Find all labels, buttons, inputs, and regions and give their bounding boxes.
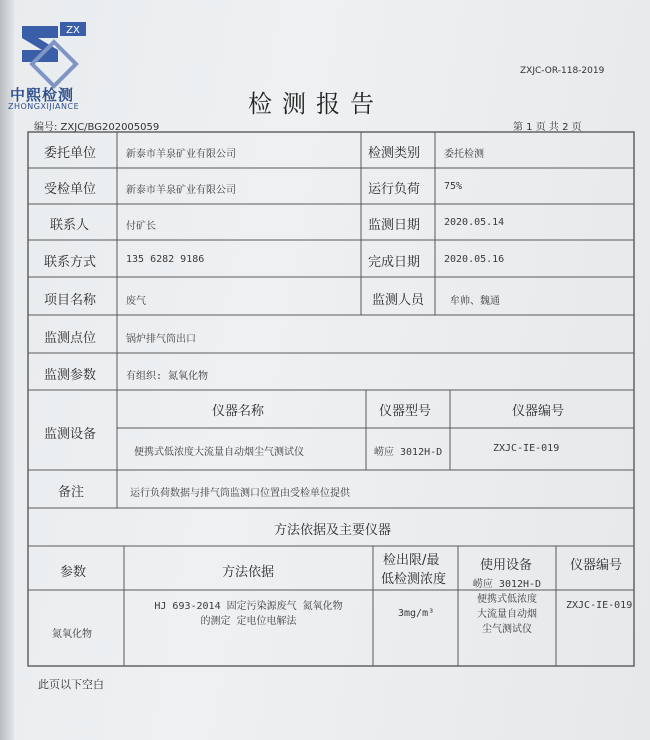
method-row-equipment-line2: 便携式低浓度 [477,594,537,605]
limit-column-header-line2: 低检测浓度 [381,572,447,587]
phone-label: 联系方式 [44,255,97,270]
monitoring-date-label: 监测日期 [368,218,421,233]
inspected-unit-value: 新泰市羊泉矿业有限公司 [126,185,236,196]
test-type-label: 检测类别 [368,146,421,161]
equipment-id-value: ZXJC-IE-019 [493,443,560,454]
equipment-name-header: 仪器名称 [212,404,265,419]
method-row-equipment-line4: 尘气测试仪 [482,624,532,635]
equipment-model-header: 仪器型号 [379,404,432,419]
project-name-value: 废气 [126,296,146,307]
method-row-equipment-line1: 崂应 3012H-D [472,579,542,590]
completion-date-label: 完成日期 [368,255,421,270]
operating-load-label: 运行负荷 [368,182,421,197]
method-column-header: 方法依据 [222,565,275,580]
client-label: 委托单位 [44,146,97,161]
inspected-unit-label: 受检单位 [44,182,97,197]
project-name-label: 项目名称 [44,293,97,308]
monitoring-equipment-label: 监测设备 [44,427,97,442]
monitoring-parameter-value: 有组织: 氮氧化物 [126,371,209,382]
monitoring-staff-value: 牟帅、魏通 [450,296,500,307]
method-row-equipment [458,577,556,637]
completion-date-value: 2020.05.16 [444,254,505,265]
remark-label: 备注 [58,485,85,500]
method-row-parameter: 氮氧化物 [52,629,92,640]
id-column-header: 仪器编号 [570,558,623,573]
client-value: 新泰市羊泉矿业有限公司 [126,149,236,160]
monitoring-point-label: 监测点位 [44,331,97,346]
method-row-standard-line2: 的测定 定电位电解法 [200,616,297,627]
contact-label: 联系人 [50,218,90,233]
equipment-name-value: 便携式低浓度大流量自动烟尘气测试仪 [134,447,304,458]
method-row-detection-limit: 3mg/m³ [398,608,435,619]
contact-value: 付矿长 [126,221,156,232]
logo-english-name: ZHONGXIJIANCE [8,102,80,111]
logo-badge-text: ZX [66,25,80,36]
monitoring-point-value: 锅炉排气筒出口 [126,334,196,345]
monitoring-date-value: 2020.05.14 [444,217,505,228]
param-column-header: 参数 [60,565,87,580]
method-row-instrument-id: ZXJC-IE-019 [566,600,633,611]
report-title: 检测报告 [248,90,384,118]
operating-load-value: 75% [444,181,463,192]
monitoring-staff-label: 监测人员 [372,293,425,308]
method-row-standard [124,599,373,629]
logo-chinese-name: 中熙检测 [10,86,75,104]
equipment-model-value: 崂应 3012H-D [374,447,443,458]
equipment-id-header: 仪器编号 [512,404,565,419]
equipment-column-header: 使用设备 [480,558,533,573]
page-indicator: 第 1 页 共 2 页 [513,122,582,133]
monitoring-parameter-label: 监测参数 [44,368,97,383]
report-serial-number: 编号: ZXJC/BG202005059 [34,122,160,133]
limit-column-header-line1: 检出限/最 [383,553,440,568]
document-code: ZXJC-OR-118-2019 [520,66,605,76]
remark-value: 运行负荷数据与排气筒监测口位置由受检单位提供 [130,488,350,499]
method-row-equipment-line3: 大流量自动烟 [477,609,537,620]
test-type-value: 委托检测 [444,149,484,160]
method-row-standard-line1: HJ 693-2014 固定污染源废气 氮氧化物 [154,601,343,612]
blank-below-note: 此页以下空白 [38,678,104,691]
methods-section-title: 方法依据及主要仪器 [274,523,392,538]
phone-value: 135 6282 9186 [126,254,205,265]
